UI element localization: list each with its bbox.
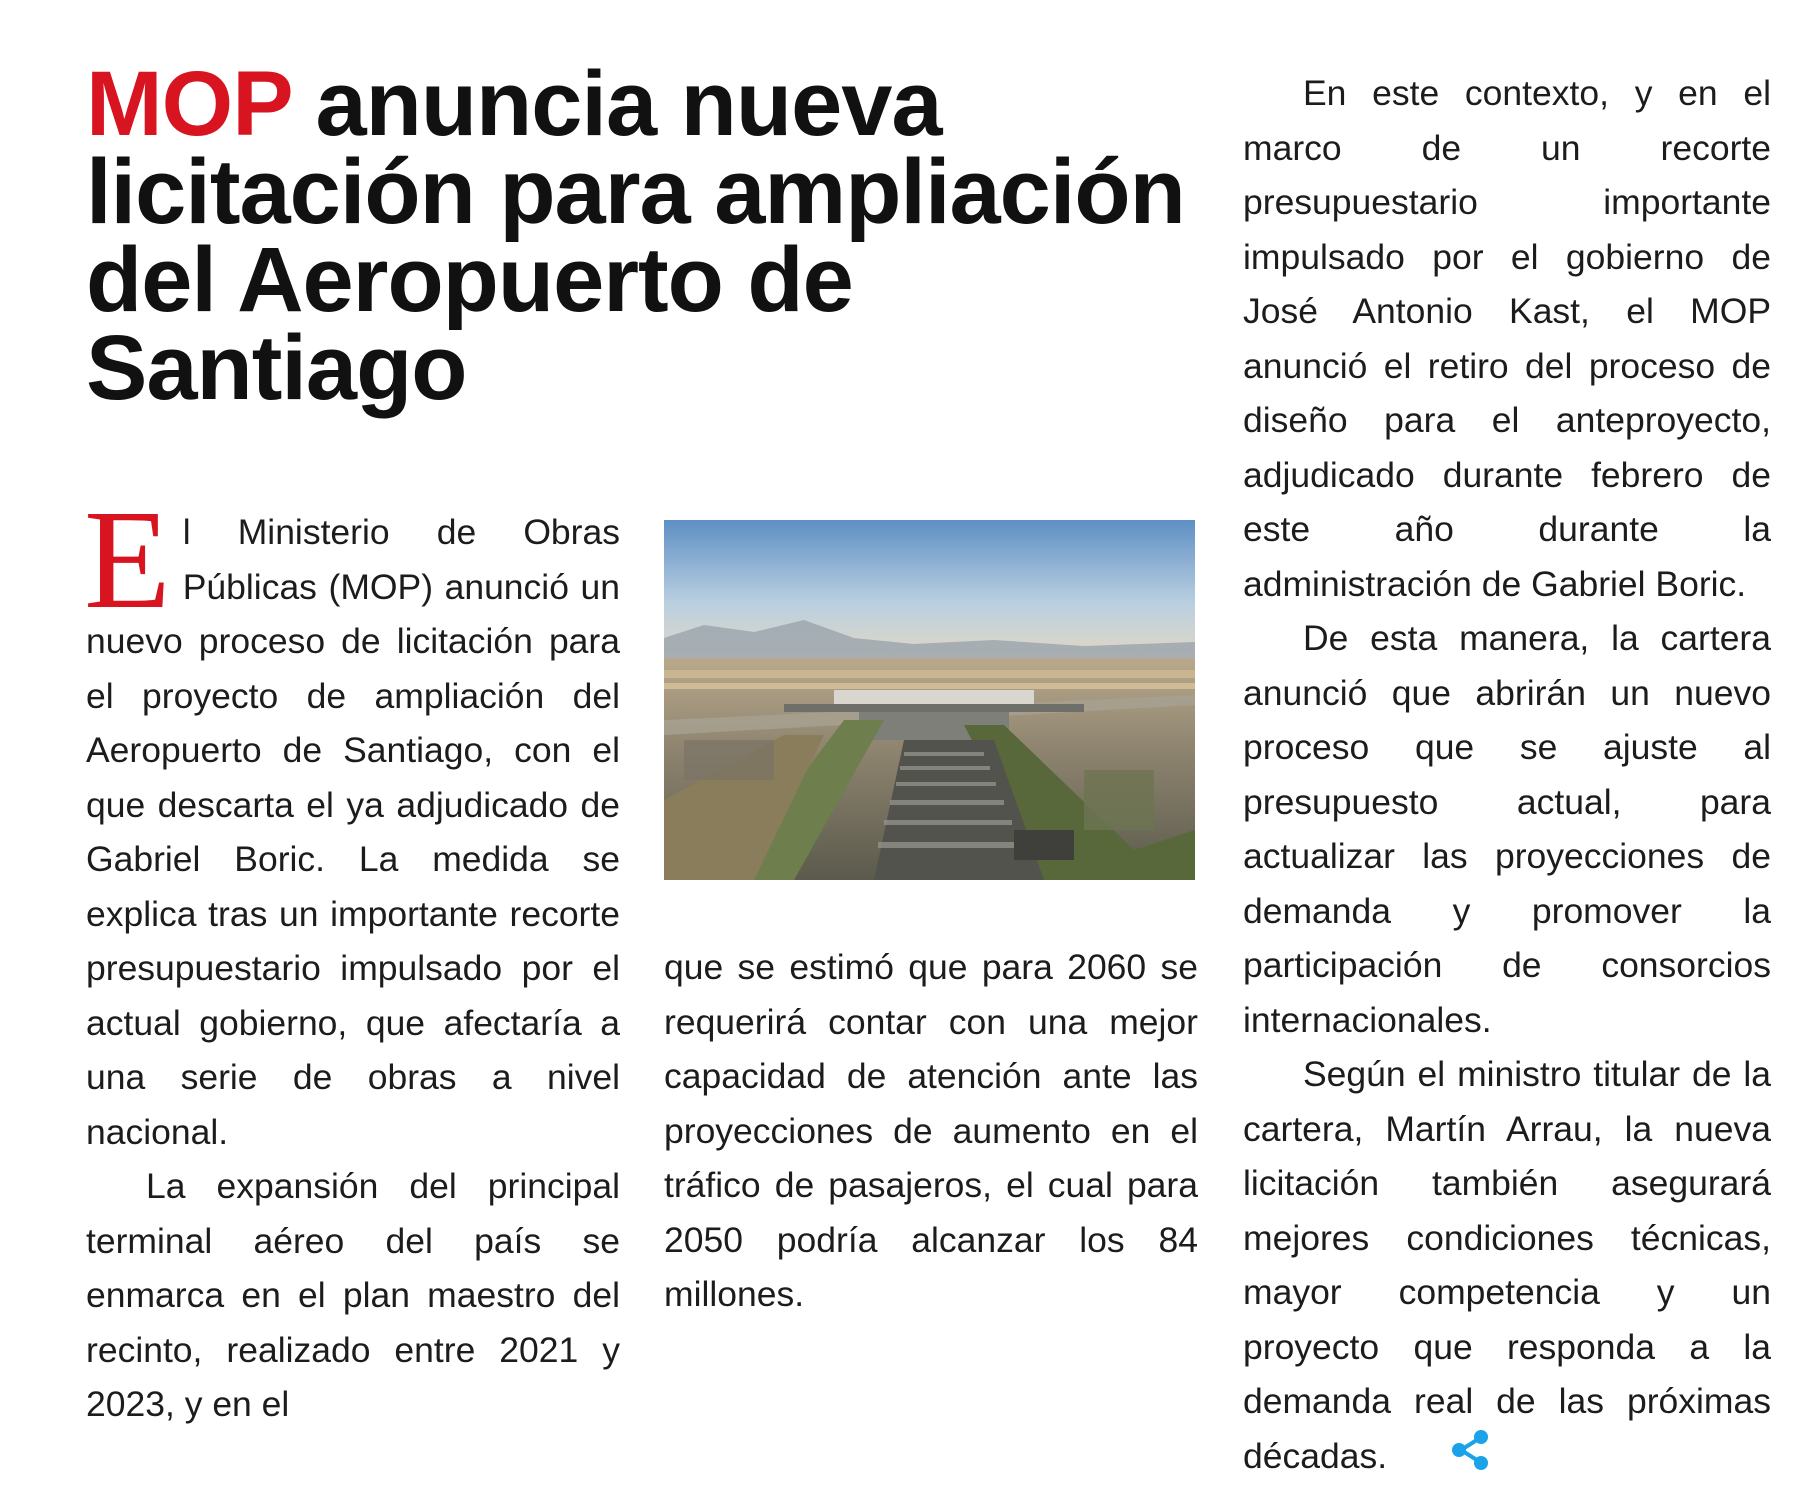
article-paragraph: que se estimó que para 2060 se requerirá contar con una mejor capacidad de atención ante las proyecciones de aumento en el tráfico de pasajeros, el cual para 2050 podría alcanzar los 84 millones. [664,947,1198,1314]
article-column-middle [664,940,1198,1322]
headline [86,53,1206,419]
article-paragraph: La expansión del principal terminal aéreo del país se enmarca en el plan maestro del recinto, realizado entre 2021 y 2023, y en el [86,1166,620,1424]
paragraph-text: l Ministerio de Obras Públicas (MOP) anunció un nuevo proceso de licitación para el proyecto de ampliación del Aeropuerto de Santiago, con el que descarta el ya adjudicado de Gabriel Boric. La medida se explica tras un importante recorte presupuestario impulsado por el actual gobierno, que afectaría a una serie de obras a nivel nacional. [86,512,620,1152]
airport-aerial-photo [664,520,1195,880]
paragraph-text: Según el ministro titular de la cartera, Martín Arrau, la nueva licitación también asegurará mejores condiciones técnicas, mayor competencia y un proyecto que responda a la demanda real de las próximas décadas. [1243,1054,1771,1476]
headline-text: anuncia nueva licitación para ampliación del Aeropuerto de Santiago [86,53,1185,419]
article-paragraph: En este contexto, y en el marco de un recorte presupuestario importante impulsado por el gobierno de José Antonio Kast, el MOP anunció el retiro del proceso de diseño para el anteproyecto, adjudicado durante febrero de este año durante la administración de Gabriel Boric. [1243,73,1771,604]
headline-accent: MOP [86,53,291,155]
share-icon[interactable] [1389,1428,1431,1472]
article-paragraph [84,480,620,1159]
article-column-left [84,480,620,1432]
article-column-right [1243,66,1771,1483]
drop-cap: E [84,480,171,638]
article-paragraph: De esta manera, la cartera anunció que abrirán un nuevo proceso que se ajuste al presupuesto actual, para actualizar las proyecciones de demanda y promover la participación de consorcios internacionales. [1243,618,1771,1040]
article-paragraph [1243,1047,1771,1483]
